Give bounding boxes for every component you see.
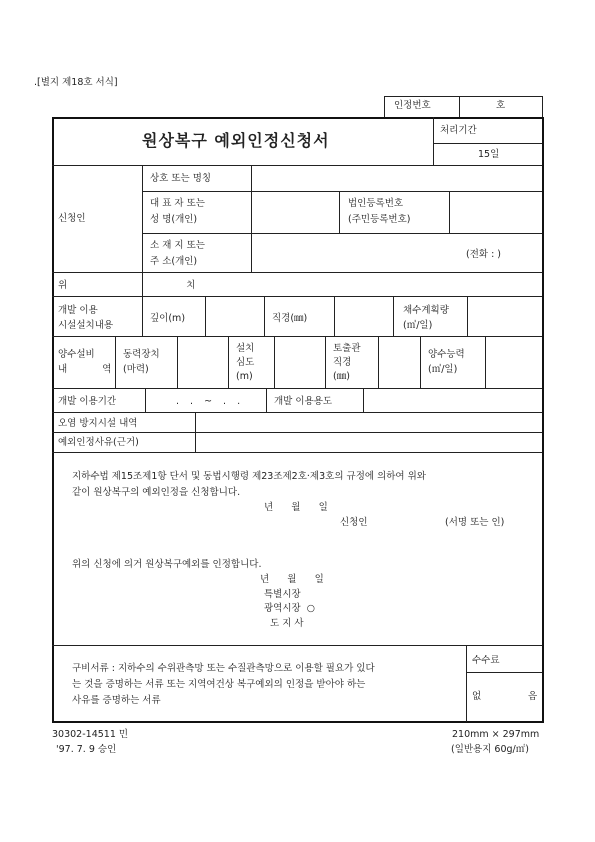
application-date: 년 월 일 [264,502,328,513]
rule [466,645,467,722]
recognition-no-suffix: 호 [496,100,506,111]
applicant-section-label: 신청인 [58,213,86,224]
rule [115,336,116,388]
rule [363,388,364,412]
location-label: 위 치 [58,280,254,291]
rule [52,272,542,273]
approval-date: 년 월 일 [260,574,324,585]
corp-reg-label-1: 법인등록번호 [348,198,404,209]
pumping-label-2: 내 역 [58,364,128,375]
diameter-label: 직경(㎜) [272,313,308,324]
footer-approval: '97. 7. 9 승인 [56,744,117,755]
rule [145,388,146,412]
address-label-1: 소 재 지 또는 [150,240,205,251]
depth-label: 깊이(m) [150,313,186,324]
representative-label-1: 대 표 자 또는 [150,198,205,209]
name-label: 상호 또는 명칭 [150,173,212,184]
rule [485,336,486,388]
approval-city: 특별시장 [264,589,301,600]
footer-code: 30302-14511 민 [52,729,129,740]
install-depth-3: (m) [236,371,253,382]
approval-metro: 광역시장 ○ [264,603,316,614]
install-depth-1: 설치 [236,343,255,354]
processing-period-label: 처리기간 [440,125,477,136]
rule [142,191,542,192]
rule [142,233,542,234]
fee-value-1: 없 [472,691,482,702]
rule [142,296,143,336]
rule [384,96,385,118]
frame-right [542,117,544,723]
footer-size: 210mm × 297mm [452,729,540,740]
install-depth-2: 심도 [236,357,255,368]
extraction-label-2: (㎥/일) [403,320,433,331]
recognition-no-label: 인정번호 [394,100,431,111]
rule [205,296,206,336]
rule [420,336,421,388]
rule [52,165,542,166]
documents-line-3: 사유를 증명하는 서류 [72,695,161,706]
processing-period-value: 15일 [478,149,500,160]
discharge-label-2: 직경 [333,357,352,368]
rule [378,336,379,388]
rule [433,143,542,144]
rule [393,296,394,336]
frame-top [52,117,544,119]
capacity-label-1: 양수능력 [428,349,465,360]
footer-paper: (일반용지 60g/㎡) [451,744,529,755]
rule [142,165,143,272]
rule [459,96,460,118]
rule [433,117,434,165]
rule [52,296,542,297]
discharge-label-1: 토출관 [333,343,361,354]
rule [467,296,468,336]
representative-label-2: 성 명(개인) [150,214,198,225]
pumping-label-1: 양수설비 [58,349,95,360]
form-reference: .[별지 제18호 서식] [34,77,118,88]
rule [384,96,542,97]
extraction-label-1: 채수계획량 [403,305,449,316]
approval-line-1: 위의 신청에 의거 원상복구예외를 인정합니다. [72,559,262,570]
rule [334,296,335,336]
use-label: 개발 이용용도 [274,396,333,407]
rule [264,296,265,336]
application-signature: (서명 또는 인) [445,517,505,528]
documents-line-1: 구비서류 : 지하수의 수위관측망 또는 수질관측망으로 이용할 필요가 있다 [72,663,375,674]
rule [449,191,450,233]
reason-label: 예외인정사유(근거) [58,437,139,448]
rule [52,388,542,389]
rule [142,272,143,296]
rule [339,191,340,233]
phone-label: (전화 : ) [466,249,502,260]
rule [266,388,267,412]
capacity-label-2: (㎥/일) [428,364,458,375]
address-label-2: 주 소(개인) [150,256,198,267]
period-value: . . ~ . . [176,396,245,407]
rule [52,432,542,433]
application-line-1: 지하수법 제15조제1항 단서 및 동법시행령 제23조제2호·제3호의 규정에 의하여 위와 [72,471,426,482]
rule [52,412,542,413]
corp-reg-label-2: (주민등록번호) [348,214,411,225]
rule [52,452,542,453]
fee-label: 수수료 [472,655,500,666]
discharge-label-3: (㎜) [333,371,350,382]
frame-left [52,117,54,723]
rule [325,336,326,388]
frame-bottom [52,721,544,723]
pollution-label: 오염 방지시설 내역 [58,418,138,429]
fee-value-2: 음 [528,691,538,702]
approval-province: 도 지 사 [270,618,304,629]
rule [177,336,178,388]
power-label-2: (마력) [123,364,149,375]
rule [466,672,542,673]
rule [274,336,275,388]
documents-line-2: 는 것을 증명하는 서류 또는 지역여건상 복구예외의 인정을 받아야 하는 [72,679,366,690]
rule [52,645,542,646]
rule [228,336,229,388]
power-label-1: 동력장치 [123,349,160,360]
period-label: 개발 이용기간 [58,396,117,407]
facility-label-1: 개발 이용 [58,305,98,316]
application-applicant: 신청인 [340,517,368,528]
rule [542,96,543,118]
rule [52,336,542,337]
rule [195,432,196,452]
rule [251,165,252,272]
rule [195,412,196,432]
application-line-2: 같이 원상복구의 예외인정을 신청합니다. [72,487,241,498]
page-title: 원상복구 예외인정신청서 [142,131,330,150]
facility-label-2: 시설설치내용 [58,320,114,331]
